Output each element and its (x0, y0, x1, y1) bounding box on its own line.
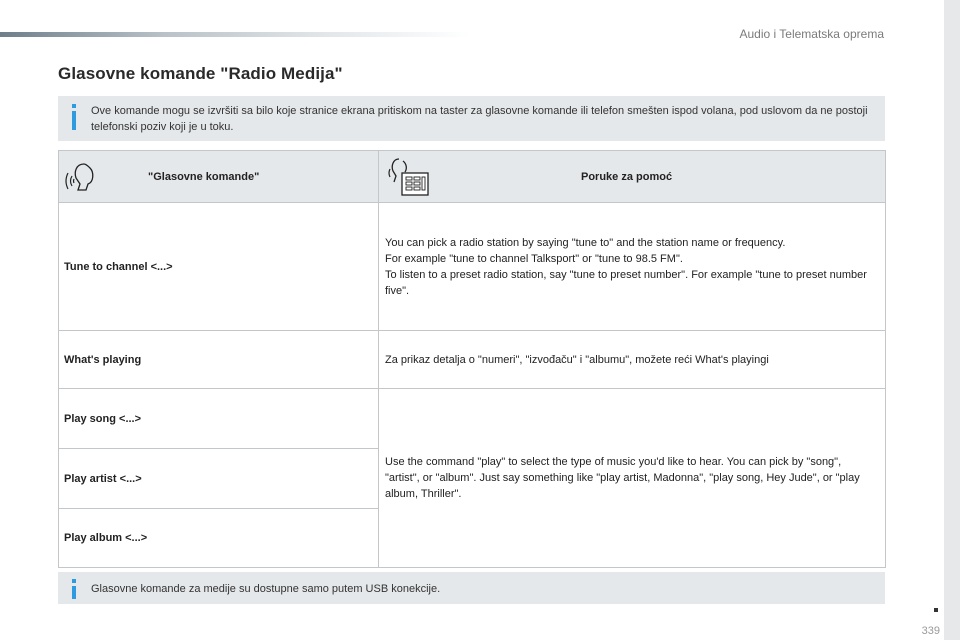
info-note-top (58, 96, 885, 141)
voice-help-icon (387, 157, 431, 197)
command-cell-play-song: Play song <...> (59, 389, 379, 449)
page-edge-strip (944, 0, 960, 640)
info-icon (72, 579, 80, 599)
music-help-cell: Use the command "play" to select the type of music you'd like to hear. You can pick by "song", "artist", or "album". Just say something like "play artist, Madonna", "play song, Hey Jude", or "play album, Thriller". (385, 456, 860, 500)
page-title: Glasovne komande "Radio Medija" (58, 64, 343, 83)
info-icon (72, 104, 80, 130)
help-line: To listen to a preset radio station, say "tune to preset number". For example "tune to preset number five". (385, 268, 867, 297)
help-line: For example "tune to channel Talksport" or "tune to 98.5 FM". (385, 252, 683, 265)
header-cell-commands (59, 151, 379, 202)
table-row (59, 331, 885, 389)
info-note-bottom (58, 572, 885, 604)
info-note-text: Ove komande mogu se izvršiti sa bilo koje stranice ekrana pritiskom na taster za glasovne komande ili telefon smešten ispod volana, pod uslovom da ne postoji telefonski poziv koji je u toku. (91, 105, 868, 133)
info-note-text: Glasovne komande za medije su dostupne samo putem USB konekcije. (91, 583, 441, 595)
header-cell-help (379, 151, 885, 202)
help-line: You can pick a radio station by saying "tune to" and the station name or frequency. (385, 236, 786, 249)
command-cell: What's playing (59, 331, 379, 388)
command-cell-play-artist: Play artist <...> (59, 449, 379, 509)
page-marker (934, 608, 938, 612)
help-cell: Za prikaz detalja o "numeri", "izvođaču" i "albumu", možete reći What's playingi (385, 353, 769, 366)
voice-command-icon (64, 160, 100, 194)
header-help-label: Poruke za pomoć (581, 170, 673, 183)
command-cell: Tune to channel <...> (59, 203, 379, 330)
table-header-row (59, 151, 885, 203)
voice-commands-table (58, 150, 886, 568)
page-number: 339 (921, 625, 940, 637)
header-decorative-rule (0, 32, 470, 37)
help-cell (379, 203, 885, 330)
header-commands-label: "Glasovne komande" (148, 170, 260, 183)
command-cell-play-album: Play album <...> (59, 509, 379, 567)
table-row (59, 203, 885, 331)
section-header: Audio i Telematska oprema (739, 27, 884, 41)
